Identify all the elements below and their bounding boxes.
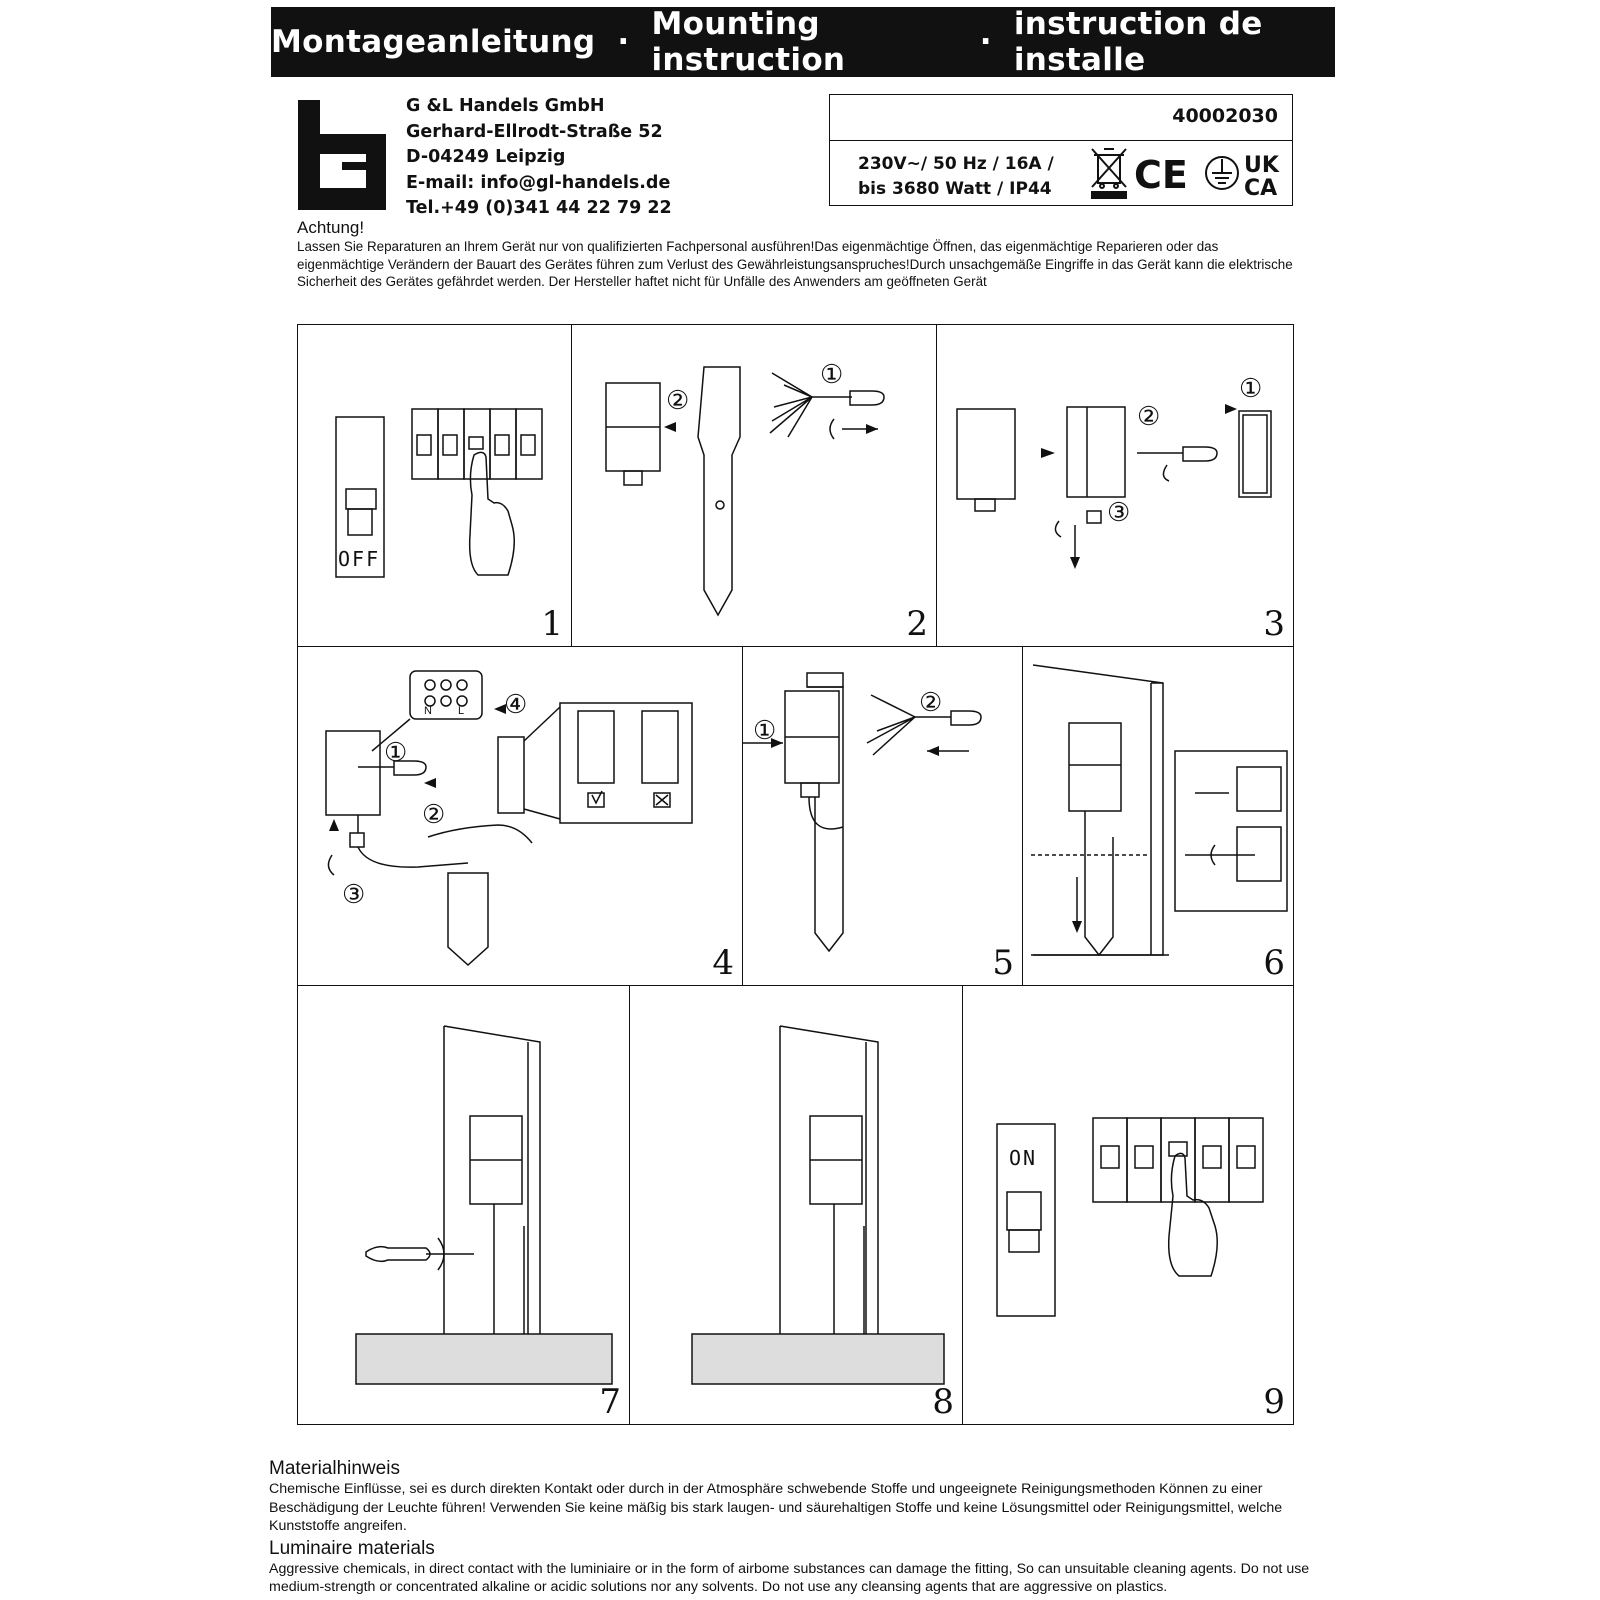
step-9-illustration bbox=[963, 986, 1295, 1426]
article-number: 40002030 bbox=[1172, 105, 1278, 127]
title-english: Mounting instruction bbox=[651, 6, 846, 78]
ukca-mark-icon bbox=[1244, 153, 1280, 201]
step-panel-6 bbox=[1022, 646, 1294, 986]
step-panel-7 bbox=[297, 985, 630, 1425]
svg-text:CA: CA bbox=[1244, 176, 1278, 201]
ce-mark-icon: CE bbox=[1134, 153, 1188, 197]
material-heading-german: Materialhinweis bbox=[269, 1458, 400, 1479]
callout-2: ② bbox=[666, 385, 690, 415]
step-number: 6 bbox=[1263, 943, 1285, 983]
earth-ground-icon bbox=[1206, 157, 1238, 189]
step-panel-4 bbox=[297, 646, 743, 986]
rating-line-1: 230V~/ 50 Hz / 16A / bbox=[858, 154, 1054, 174]
step-panel-3 bbox=[936, 324, 1294, 647]
material-text-german: Chemische Einflüsse, sei es durch direkten Kontakt oder durch in der Atmosphäre schwebende Stoffe und ungeeignete Reinigungsmethoden Können zu einer Beschädigung der Leuchte führen! Verwenden Sie keine mäßig bis stark laugen- und säurehaltigen Stoffe und keine Lösungsmittel oder Reinigungsmittel, welche Kunststoffe angreifen. bbox=[269, 1481, 1283, 1534]
switch-label-off: OFF bbox=[338, 547, 381, 571]
step-number: 1 bbox=[541, 604, 563, 644]
electrical-rating bbox=[858, 152, 1054, 202]
spec-box bbox=[829, 94, 1293, 206]
gravel-ground bbox=[692, 1334, 944, 1384]
callout-1: ① bbox=[384, 737, 408, 767]
safety-warning bbox=[297, 218, 1307, 291]
warning-heading: Achtung! bbox=[297, 218, 365, 237]
step-number: 2 bbox=[906, 604, 928, 644]
step-panel-2 bbox=[571, 324, 937, 647]
warning-text: Lassen Sie Reparaturen an Ihrem Gerät nur von qualifizierten Fachpersonal ausführen!Das eigenmächtige Öffnen, das eigenmächtige Reparieren oder das eigenmächtige Verändern der Bauart des Gerätes führen zum Verlust des Gewährleistungsanspruches!Durch unsachgemäße Eingriffe in das Gerät kann die elektrische Sicherheit des Gerätes gefährdet werden. Der Hersteller haftet nicht für Unfälle des Anwenders am geöffneten Gerät bbox=[297, 239, 1293, 289]
step-number: 5 bbox=[992, 943, 1014, 983]
material-text-english: Aggressive chemicals, in direct contact with the luminiaire or in the form of airbome substances can damage the fitting, So can unsuitable cleaning agents. Do not use medium-strength or concentrated alkaline or acidic solutions nor any solvents. Do not use any cleansing agents that are aggressive on plastics. bbox=[269, 1560, 1310, 1595]
title-french: instruction de installe bbox=[1013, 6, 1263, 78]
step-7-illustration bbox=[298, 986, 631, 1426]
rating-line-2: bis 3680 Watt / IP44 bbox=[858, 179, 1052, 199]
callout-3: ③ bbox=[1107, 497, 1131, 527]
switch-label-on: ON bbox=[1009, 1146, 1038, 1170]
callout-1: ① bbox=[820, 359, 844, 389]
step-panel-9 bbox=[962, 985, 1294, 1425]
title-banner bbox=[271, 7, 1335, 77]
callout-3: ③ bbox=[342, 879, 366, 909]
company-address bbox=[406, 94, 672, 222]
step-1-illustration bbox=[298, 325, 573, 648]
company-phone: Tel.+49 (0)341 44 22 79 22 bbox=[406, 198, 672, 218]
company-email: E-mail: info@gl-handels.de bbox=[406, 172, 671, 193]
terminal-label-l: L bbox=[458, 705, 465, 717]
step-2-illustration bbox=[572, 325, 938, 648]
title-separator: · bbox=[979, 24, 992, 60]
certification-marks bbox=[1088, 145, 1288, 201]
company-city: D-04249 Leipzig bbox=[406, 147, 566, 167]
title-separator: · bbox=[617, 24, 630, 60]
step-5-illustration bbox=[743, 647, 1024, 987]
company-street: Gerhard-Ellrodt-Straße 52 bbox=[406, 121, 663, 142]
step-number: 9 bbox=[1263, 1382, 1285, 1422]
callout-4: ④ bbox=[504, 689, 528, 719]
title-german: Montageanleitung bbox=[271, 24, 596, 60]
step-6-illustration bbox=[1023, 647, 1295, 987]
callout-2: ② bbox=[1137, 401, 1161, 431]
callout-1: ① bbox=[1239, 373, 1263, 403]
step-panel-5 bbox=[742, 646, 1023, 986]
spec-divider bbox=[830, 140, 1292, 141]
step-number: 3 bbox=[1263, 604, 1285, 644]
step-panel-1 bbox=[297, 324, 572, 647]
callout-2: ② bbox=[919, 687, 943, 717]
material-notes bbox=[269, 1458, 1349, 1597]
material-heading-english: Luminaire materials bbox=[269, 1537, 435, 1559]
step-8-illustration bbox=[630, 986, 964, 1426]
step-number: 7 bbox=[599, 1382, 621, 1422]
step-panel-8 bbox=[629, 985, 963, 1425]
step-number: 4 bbox=[712, 943, 734, 983]
step-number: 8 bbox=[932, 1382, 954, 1422]
company-name: G &L Handels GmbH bbox=[406, 96, 605, 116]
svg-text:UK: UK bbox=[1244, 153, 1279, 178]
company-logo-icon bbox=[298, 100, 386, 210]
gravel-ground bbox=[356, 1334, 612, 1384]
callout-2: ② bbox=[422, 799, 446, 829]
weee-bin-icon bbox=[1092, 149, 1126, 198]
terminal-label-n: N bbox=[424, 705, 432, 717]
callout-1: ① bbox=[753, 715, 777, 745]
